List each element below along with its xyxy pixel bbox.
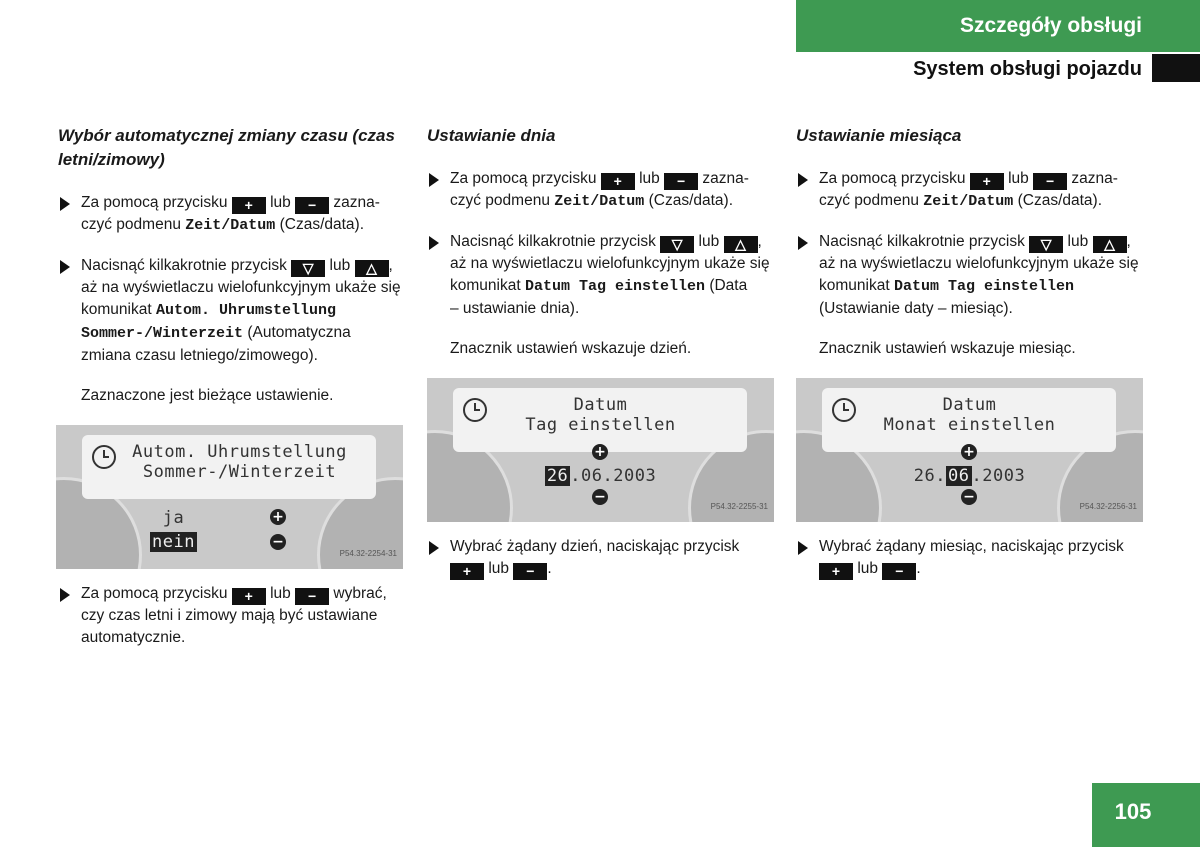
option-no-selected: nein (152, 532, 195, 552)
step-arrow-icon (429, 541, 439, 555)
up-button-icon: △ (724, 236, 758, 253)
step-arrow-icon (60, 588, 70, 602)
plus-circle-icon: + (961, 444, 977, 460)
down-button-icon: ▽ (1029, 236, 1063, 253)
section-title: Ustawianie miesiąca (796, 126, 962, 145)
step-choose-day: Wybrać żądany dzień, naciskając przycisk + lub − . (427, 536, 777, 580)
minus-button-icon: − (513, 563, 547, 580)
lcd-line-2: Sommer-/Winterzeit (142, 462, 337, 482)
lcd-line-1: Datum (573, 395, 628, 415)
minus-circle-icon: − (270, 534, 286, 550)
column-set-month (796, 124, 1146, 598)
plus-button-icon: + (601, 173, 635, 190)
step-arrow-icon (60, 197, 70, 211)
plus-circle-icon: + (270, 509, 286, 525)
date-value: 26 .06.2003 (546, 466, 657, 486)
note-text: Znacznik ustawień wskazuje dzień. (450, 340, 692, 357)
down-button-icon: ▽ (291, 260, 325, 277)
step-choose-month: Wybrać żądany miesiąc, naciskając przycisk + lub − . (796, 536, 1146, 580)
step-arrow-icon (798, 541, 808, 555)
lcd-line-2: Monat einstellen (883, 415, 1056, 435)
step-select-submenu: Za pomocą przycisku + lub − zazna- czyć podmenu Zeit/Datum (Czas/data). (427, 168, 777, 213)
multifunction-display-image (796, 378, 1143, 522)
column-auto-time-change (58, 124, 408, 667)
minus-button-icon: − (882, 563, 916, 580)
up-button-icon: △ (355, 260, 389, 277)
note-text: Znacznik ustawień wskazuje miesiąc. (819, 340, 1076, 357)
day-selected: 26 (546, 466, 569, 486)
step-arrow-icon (60, 260, 70, 274)
step-select-submenu: Za pomocą przycisku + lub − zazna- czyć podmenu Zeit/Datum (Czas/data). (58, 192, 408, 237)
plus-button-icon: + (819, 563, 853, 580)
multifunction-display-image (56, 425, 403, 569)
down-button-icon: ▽ (660, 236, 694, 253)
plus-circle-icon: + (592, 444, 608, 460)
minus-button-icon: − (295, 588, 329, 605)
step-choose-option: Za pomocą przycisku + lub − wybrać, czy czas letni i zimowy mają być ustawiane automatycznie. (58, 583, 408, 649)
plus-button-icon: + (450, 563, 484, 580)
minus-circle-icon: − (961, 489, 977, 505)
lcd-line-1: Autom. Uhrumstellung (132, 442, 347, 462)
plus-button-icon: + (970, 173, 1004, 190)
step-arrow-icon (429, 236, 439, 250)
lcd-line-2: Tag einstellen (525, 415, 676, 435)
step-press-buttons: Nacisnąć kilkakrotnie przycisk ▽ lub △ , aż na wyświetlaczu wielofunkcyjnym ukaże się komunikat Datum Tag einstellen (Ustawianie daty – miesiąc). (796, 231, 1146, 320)
minus-button-icon: − (664, 173, 698, 190)
minus-circle-icon: − (592, 489, 608, 505)
page-number: 105 (1092, 783, 1200, 847)
section-header: Szczegóły obsługi (796, 0, 1200, 52)
figure-reference: P54.32-2256-31 (1079, 502, 1137, 511)
up-button-icon: △ (1093, 236, 1127, 253)
step-arrow-icon (429, 173, 439, 187)
section-title: Ustawianie dnia (427, 126, 556, 145)
page-subtitle: System obsługi pojazdu (913, 58, 1142, 80)
column-set-day (427, 124, 777, 598)
month-selected: 06 (948, 466, 970, 486)
figure-reference: P54.32-2255-31 (710, 502, 768, 511)
header-tab-marker (1152, 54, 1200, 82)
figure-reference: P54.32-2254-31 (339, 549, 397, 558)
step-arrow-icon (798, 236, 808, 250)
plus-button-icon: + (232, 197, 266, 214)
date-value: 26. 06 .2003 (913, 466, 1026, 486)
step-select-submenu: Za pomocą przycisku + lub − zazna- czyć podmenu Zeit/Datum (Czas/data). (796, 168, 1146, 213)
multifunction-display-image (427, 378, 774, 522)
step-press-buttons: Nacisnąć kilkakrotnie przycisk ▽ lub △ , aż na wyświetlaczu wielofunkcyjnym ukaże się komunikat Autom. Uhrumstellung Sommer-/Winterzeit (Automatyczna zmiana czasu letniego/zimowego). (58, 255, 408, 367)
step-press-buttons: Nacisnąć kilkakrotnie przycisk ▽ lub △ , aż na wyświetlaczu wielofunkcyjnym ukaże się komunikat Datum Tag einstellen (Data – ustawianie dnia). (427, 231, 777, 320)
step-arrow-icon (798, 173, 808, 187)
lcd-line-1: Datum (942, 395, 997, 415)
plus-button-icon: + (232, 588, 266, 605)
minus-button-icon: − (295, 197, 329, 214)
minus-button-icon: − (1033, 173, 1067, 190)
note-text: Zaznaczone jest bieżące ustawienie. (81, 387, 334, 404)
option-yes: ja (162, 508, 185, 528)
section-title: Wybór automatycznej zmiany czasu (czas letni/zimowy) (58, 126, 395, 169)
